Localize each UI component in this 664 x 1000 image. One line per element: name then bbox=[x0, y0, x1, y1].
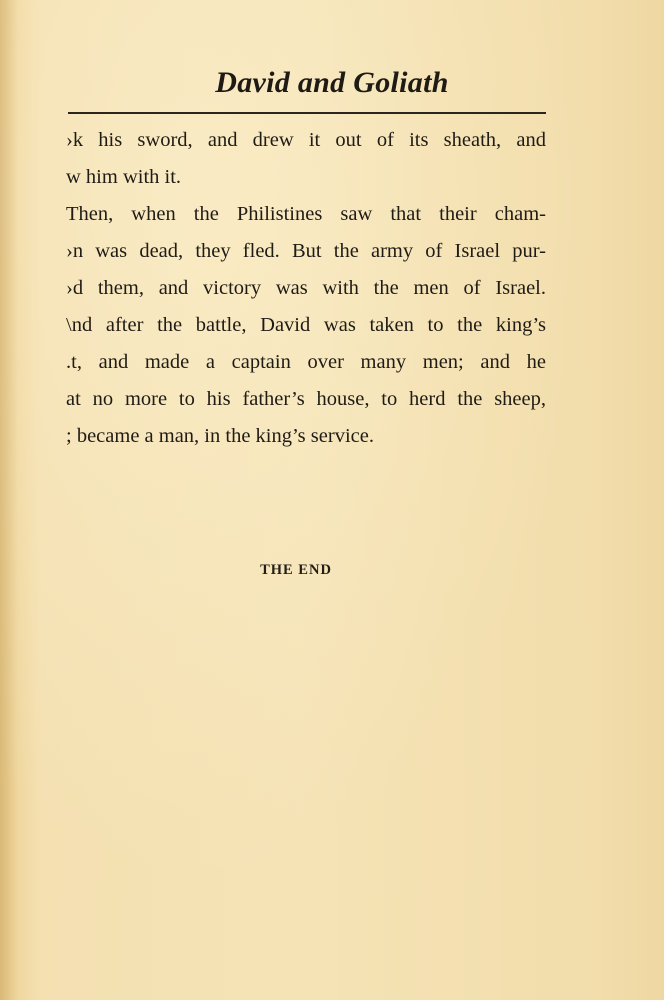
text-line: ; became a man, in the king’s service. bbox=[66, 425, 374, 447]
text-line: ›k his sword, and drew it out of its sheath, and bbox=[66, 129, 546, 151]
story-text bbox=[66, 122, 546, 455]
text-line: ›d them, and victory was with the men of Israel. bbox=[66, 277, 546, 299]
text-line: Then, when the Philistines saw that their cham- bbox=[66, 203, 546, 225]
header-rule bbox=[68, 112, 546, 114]
text-line: \nd after the battle, David was taken to the king’s bbox=[66, 314, 546, 336]
text-line: at no more to his father’s house, to herd the sheep, bbox=[66, 388, 546, 410]
text-line: w him with it. bbox=[66, 166, 182, 188]
text-line: ›n was dead, they fled. But the army of Israel pur- bbox=[66, 240, 546, 262]
running-title: David and Goliath bbox=[215, 66, 449, 99]
page-gutter-shadow bbox=[0, 0, 18, 1000]
text-line: .t, and made a captain over many men; and he bbox=[66, 351, 546, 373]
end-mark: THE END bbox=[260, 562, 332, 578]
